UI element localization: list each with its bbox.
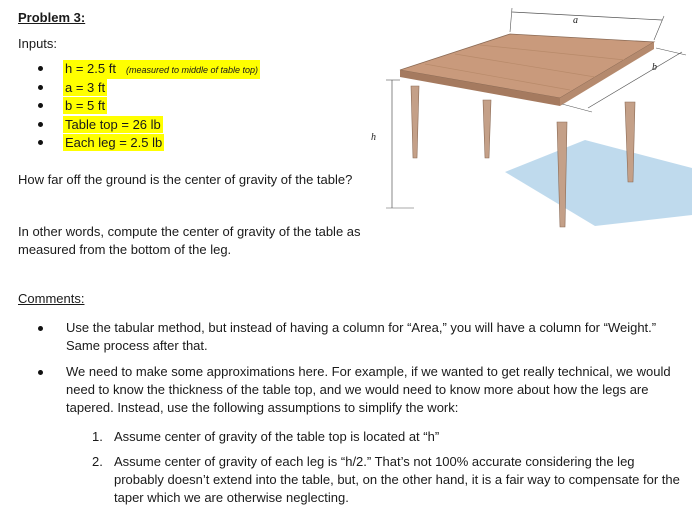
bullet-icon bbox=[38, 370, 43, 375]
rephrase-text: In other words, compute the center of gravity of the table as measured from the bottom of the leg. bbox=[18, 224, 361, 257]
dimension-line-a bbox=[512, 12, 662, 20]
bullet-icon bbox=[38, 326, 43, 331]
bullet-icon bbox=[38, 122, 43, 127]
bullet-icon bbox=[38, 103, 43, 108]
input-text: h = 2.5 ft bbox=[65, 61, 116, 76]
table-leg-back-right bbox=[483, 100, 491, 158]
assumption-text: Assume center of gravity of each leg is “h/2.” That’s not 100% accurate considering the leg probably doesn’t extend into the table, but, on the other hand, it is a fair way to compensate for the taper which we are otherwise neglecting. bbox=[114, 454, 680, 505]
label-a: a bbox=[573, 15, 578, 26]
question-text: How far off the ground is the center of gravity of the table? bbox=[18, 172, 353, 187]
table-leg-back-left bbox=[411, 86, 419, 158]
assumption-text: Assume center of gravity of the table top is located at “h” bbox=[114, 429, 440, 444]
comment-text: We need to make some approximations here. For example, if we wanted to get really technical, we would need to know the thickness of the table top, and we would need to know more about how the legs are tapered. Instead, use the following assumptions to simplify the work: bbox=[66, 364, 671, 415]
input-highlight bbox=[63, 60, 260, 79]
assumption-number: 2. bbox=[92, 454, 103, 469]
assumption-item bbox=[92, 453, 682, 513]
label-b: b bbox=[652, 62, 657, 73]
comment-text: Use the tabular method, but instead of having a column for “Area,” you will have a column for “Weight.” Same process after that. bbox=[66, 320, 657, 353]
comments-label: Comments: bbox=[18, 291, 85, 306]
input-note: (measured to middle of table top) bbox=[125, 65, 259, 75]
assumption-number: 1. bbox=[92, 429, 103, 444]
table-leg-front-left bbox=[557, 122, 567, 227]
input-highlight bbox=[63, 116, 163, 133]
table-shadow bbox=[505, 140, 692, 226]
input-highlight bbox=[63, 79, 107, 96]
input-highlight bbox=[63, 97, 107, 114]
bullet-icon bbox=[38, 85, 43, 90]
inputs-label: Inputs: bbox=[18, 36, 58, 51]
dimension-ext bbox=[510, 8, 512, 32]
input-text: Table top = 26 lb bbox=[65, 116, 161, 132]
dimension-ext bbox=[562, 104, 592, 112]
assumption-item bbox=[92, 428, 682, 448]
bullet-icon bbox=[38, 66, 43, 71]
bullet-icon bbox=[38, 140, 43, 145]
input-text: a = 3 ft bbox=[65, 79, 106, 95]
comment-item bbox=[38, 319, 678, 357]
input-highlight bbox=[63, 134, 164, 151]
table-figure bbox=[370, 0, 692, 240]
label-h: h bbox=[371, 132, 376, 143]
comment-item bbox=[38, 363, 678, 421]
problem-title: Problem 3: bbox=[18, 10, 86, 25]
input-text: Each leg = 2.5 lb bbox=[65, 135, 163, 150]
dimension-ext bbox=[656, 48, 686, 55]
input-text: b = 5 ft bbox=[65, 98, 106, 113]
